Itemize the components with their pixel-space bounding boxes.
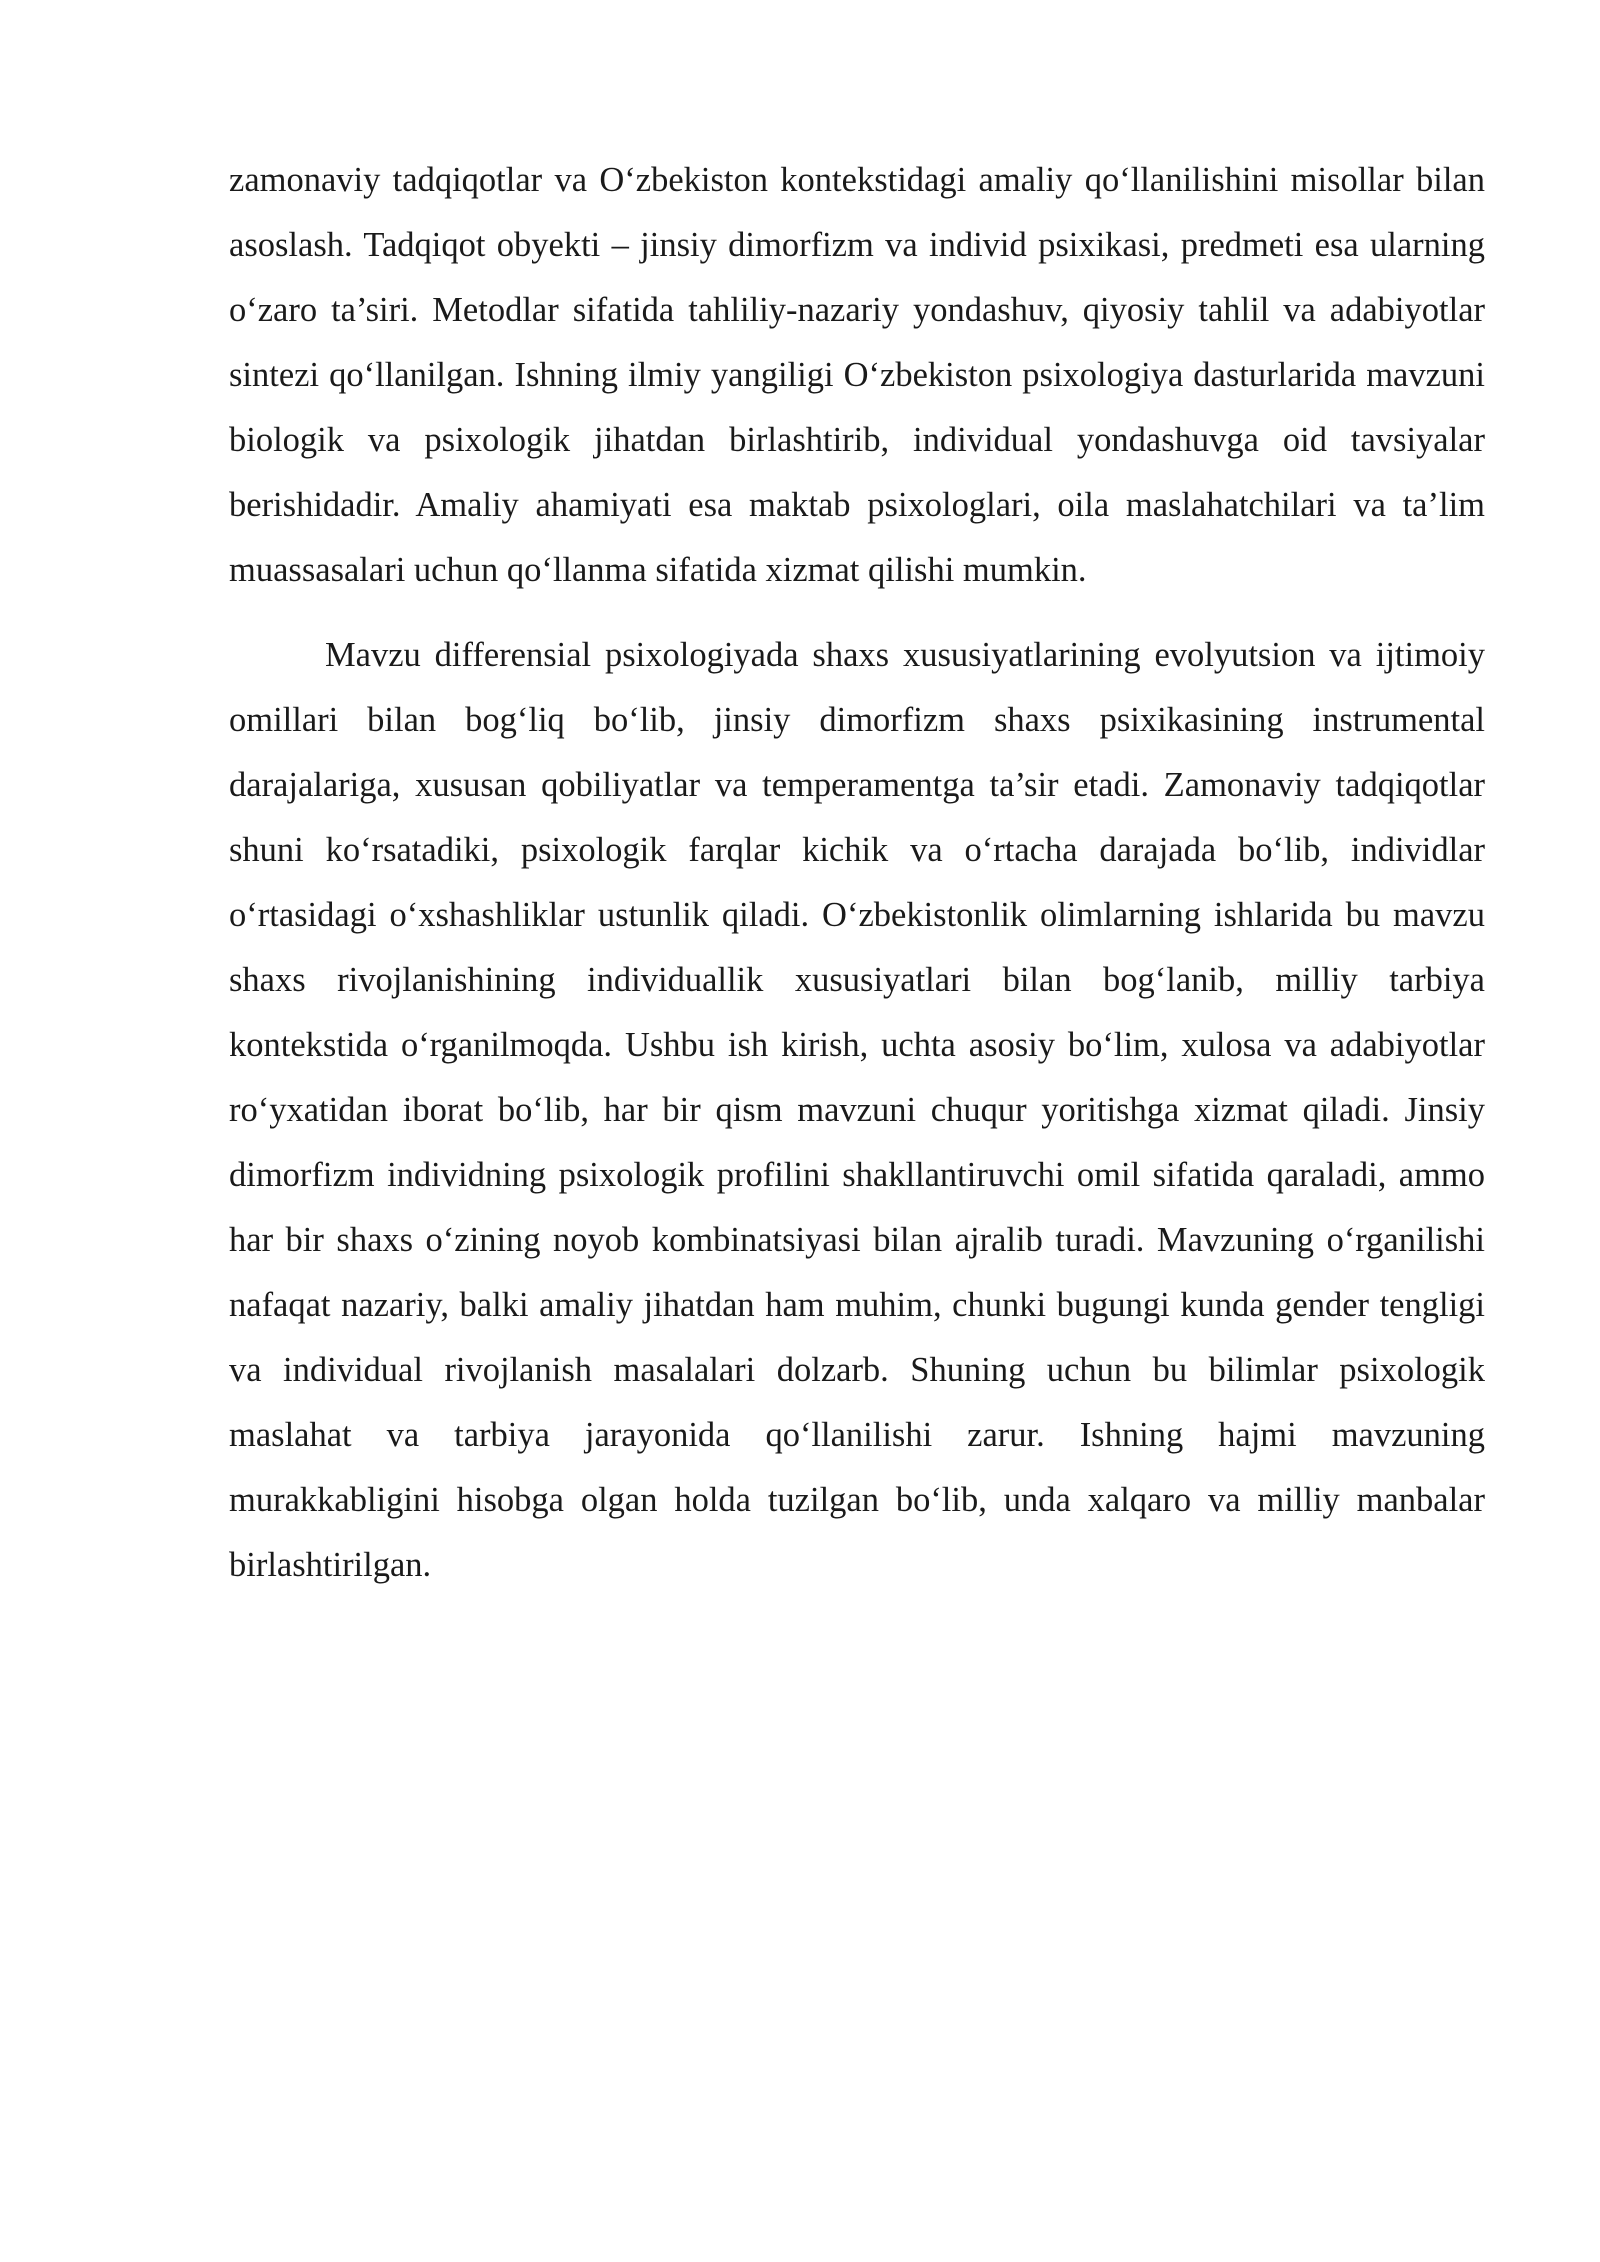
paragraph-continuation: zamonaviy tadqiqotlar va O‘zbekiston kontekstidagi amaliy qo‘llanilishini misollar bilan asoslash. Tadqiqot obyekti – jinsiy dimorfizm va individ psixikasi, predmeti esa ularning o‘zaro ta’siri. Metodlar sifatida tahliliy-nazariy yondashuv, qiyosiy tahlil va adabiyotlar sintezi qo‘llanilgan. Ishning ilmiy yangiligi O‘zbekiston psixologiya dasturlarida mavzuni biologik va psixologik jihatdan birlashtirib, individual yondashuvga oid tavsiyalar berishidadir. Amaliy ahamiyati esa maktab psixologlari, oila maslahatchilari va ta’lim muassasalari uchun qo‘llanma sifatida xizmat qilishi mumkin. — [229, 161, 1485, 589]
paragraph-topic: Mavzu differensial psixologiyada shaxs xususiyatlarining evolyutsion va ijtimoiy omillari bilan bog‘liq bo‘lib, jinsiy dimorfizm shaxs psixikasining instrumental darajalariga, xususan qobiliyatlar va temperamentga ta’sir etadi. Zamonaviy tadqiqotlar shuni ko‘rsatadiki, psixologik farqlar kichik va o‘rtacha darajada bo‘lib, individlar o‘rtasidagi o‘xshashliklar ustunlik qiladi. O‘zbekistonlik olimlarning ishlarida bu mavzu shaxs rivojlanishining individuallik xususiyatlari bilan bog‘lanib, milliy tarbiya kontekstida o‘rganilmoqda. Ushbu ish kirish, uchta asosiy bo‘lim, xulosa va adabiyotlar ro‘yxatidan iborat bo‘lib, har bir qism mavzuni chuqur yoritishga xizmat qiladi. Jinsiy dimorfizm individning psixologik profilini shakllantiruvchi omil sifatida qaraladi, ammo har bir shaxs o‘zining noyob kombinatsiyasi bilan ajralib turadi. Mavzuning o‘rganilishi nafaqat nazariy, balki amaliy jihatdan ham muhim, chunki bugungi kunda gender tengligi va individual rivojlanish masalalari dolzarb. Shuning uchun bu bilimlar psixologik maslahat va tarbiya jarayonida qo‘llanilishi zarur. Ishning hajmi mavzuning murakkabligini hisobga olgan holda tuzilgan bo‘lib, unda xalqaro va milliy manbalar birlashtirilgan. — [229, 636, 1485, 1584]
body-text — [229, 148, 1485, 1598]
